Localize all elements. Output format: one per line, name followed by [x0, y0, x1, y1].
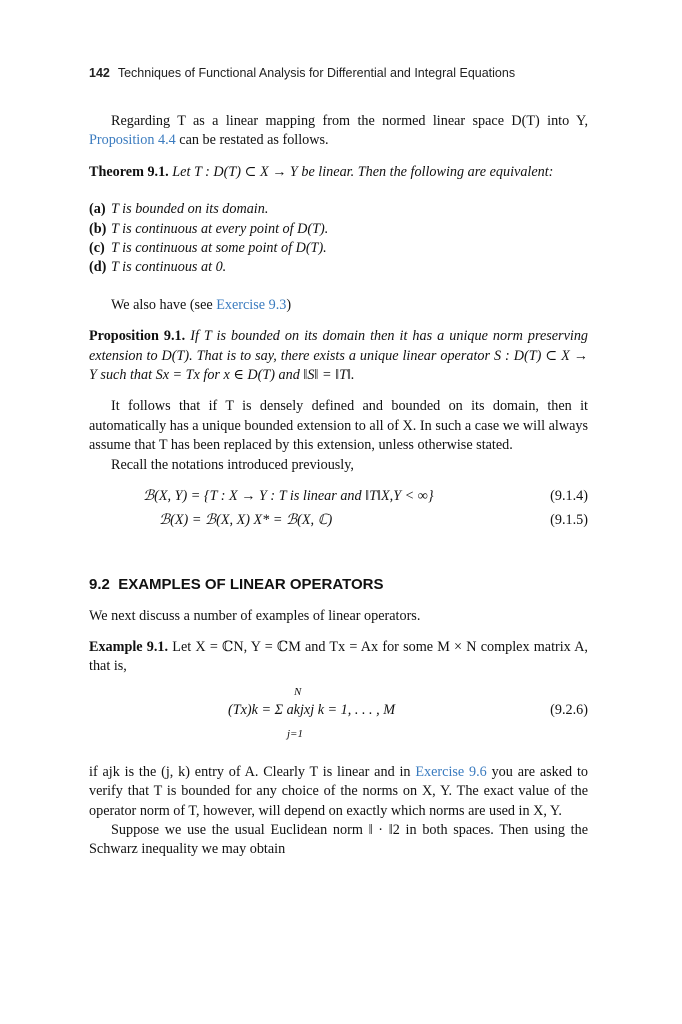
theorem-statement: Let T : D(T) ⊂ X → Y be linear. Then the following are equivalent: — [172, 163, 554, 180]
exercise-9-3-link[interactable]: Exercise 9.3 — [216, 296, 287, 313]
equation-number: (9.1.4) — [550, 488, 588, 505]
list-item — [89, 220, 588, 239]
paragraph-densely-defined: It follows that if T is densely defined and bounded on its domain, then it automatically has a unique bounded extension to all of X. In such a case we will always assume that T has been replaced by this extension, unless otherwise stated. — [89, 398, 588, 454]
proposition-4-4-link[interactable]: Proposition 4.4 — [89, 132, 176, 149]
proposition-statement: If T is bounded on its domain then it has a unique norm preserving extension to D(T). That is to say, there exists a unique linear operator S : D(T) ⊂ X → Y such that Sx = Tx for x ∈ D(T) and ‖S‖ = ‖T‖. — [89, 328, 589, 384]
section-number: 9.2 — [89, 576, 110, 594]
theorem-label: Theorem 9.1. — [89, 163, 169, 180]
equation-expression: ℬ(X, Y) = {T : X → Y : T is linear and ‖T‖X,Y < ∞} — [143, 488, 434, 505]
running-title: Techniques of Functional Analysis for Differential and Integral Equations — [117, 66, 516, 80]
theorem-9-1 — [89, 163, 588, 182]
list-text: T is continuous at 0. — [111, 259, 227, 276]
entry-text: if ajk is the (j, k) entry of A. Clearly T is linear and in — [89, 763, 416, 780]
example-label: Example 9.1. — [89, 638, 169, 655]
section-heading — [89, 575, 588, 594]
list-text: T is continuous at some point of D(T). — [111, 240, 327, 257]
list-item — [89, 200, 588, 219]
also-text: We also have (see — [111, 296, 217, 313]
exercise-9-6-link[interactable]: Exercise 9.6 — [415, 763, 487, 780]
paragraph-euclidean: Suppose we use the usual Euclidean norm ‖ · ‖2 in both spaces. Then using the Schwarz inequality we may obtain — [89, 821, 588, 858]
proposition-9-1 — [89, 327, 588, 385]
list-item — [89, 258, 588, 277]
list-label: (a) — [89, 201, 106, 218]
proposition-label: Proposition 9.1. — [89, 328, 186, 345]
sum-lower-limit: j=1 — [287, 727, 303, 740]
equation-9-2-6 — [89, 683, 588, 745]
example-9-1 — [89, 638, 588, 677]
section-title: EXAMPLES OF LINEAR OPERATORS — [118, 576, 384, 594]
list-label: (c) — [89, 240, 105, 257]
list-item — [89, 239, 588, 258]
intro-text-after: can be restated as follows. — [175, 132, 329, 149]
paragraph-recall: Recall the notations introduced previously, — [111, 456, 354, 473]
example-statement: Let X = ℂN, Y = ℂM and Tx = Ax for some M × N complex matrix A, that is, — [89, 638, 588, 675]
equation-9-1-4 — [89, 487, 588, 511]
paragraph-entry — [89, 763, 588, 821]
entry-text-after: you are asked to verify that T is bounded for any choice of the norms on X, Y. The exact value of the operator norm of T, however, will depend on exactly which norms are used in X, Y. — [89, 763, 588, 819]
paragraph-also — [89, 296, 588, 315]
list-label: (d) — [89, 259, 107, 276]
running-header — [89, 66, 515, 80]
intro-text: Regarding T as a linear mapping from the normed linear space D(T) into Y, — [111, 113, 588, 129]
equation-expression: ℬ(X) = ℬ(X, X) X* = ℬ(X, ℂ) — [159, 512, 333, 529]
sum-expression: (Tx)k = Σ akjxj k = 1, . . . , M — [228, 701, 396, 718]
equation-number: (9.1.5) — [550, 512, 588, 529]
page-body — [89, 112, 588, 860]
also-text-after: ) — [286, 296, 292, 313]
list-text: T is bounded on its domain. — [111, 201, 269, 218]
list-label: (b) — [89, 220, 107, 237]
list-text: T is continuous at every point of D(T). — [111, 220, 329, 237]
page-number: 142 — [89, 66, 110, 80]
sum-upper-limit: N — [294, 685, 302, 698]
paragraph-intro — [89, 112, 588, 151]
paragraph-next-discuss: We next discuss a number of examples of linear operators. — [89, 607, 421, 624]
equivalence-list — [89, 200, 588, 278]
equation-9-1-5 — [89, 511, 588, 535]
equation-number: (9.2.6) — [550, 701, 588, 718]
